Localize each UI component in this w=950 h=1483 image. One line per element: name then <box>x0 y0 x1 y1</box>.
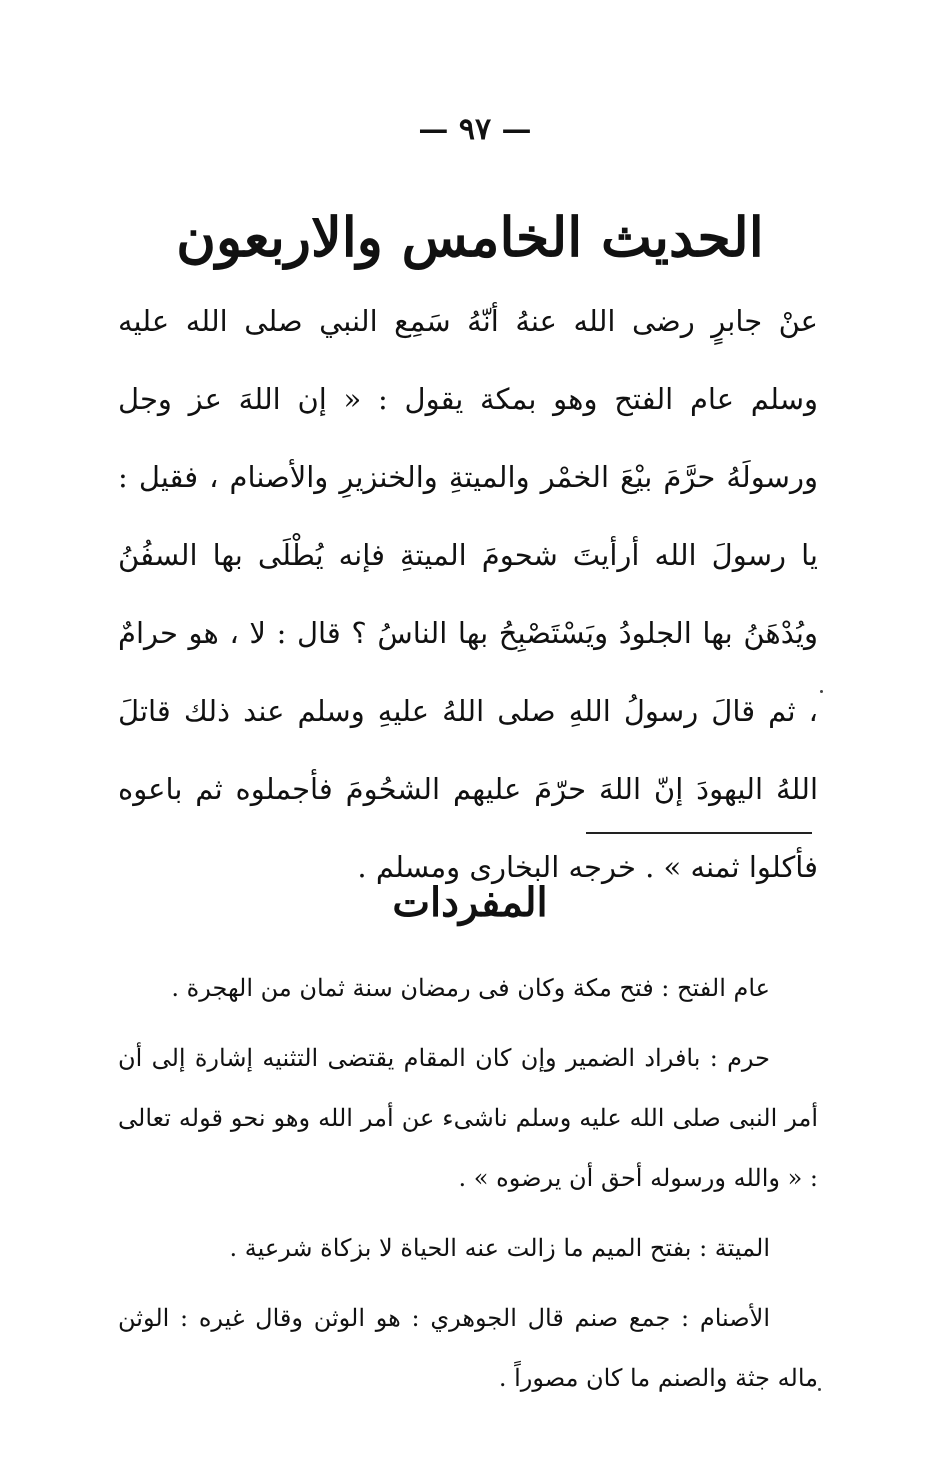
hadith-title: الحديث الخامس والاربعون <box>176 205 764 269</box>
glossary-entry: الأصنام : جمع صنم قال الجوهري : هو الوثن وقال غيره : الوثن ماله جثة والصنم ما كان مصوراً . <box>118 1304 818 1392</box>
scan-speck <box>818 1388 821 1391</box>
vocabulary-glossary <box>118 958 818 1418</box>
glossary-entry: عام الفتح : فتح مكة وكان فى رمضان سنة ثمان من الهجرة . <box>171 974 770 1002</box>
page-number: — ٩٧ — <box>418 112 532 147</box>
scan-speck <box>820 690 823 693</box>
vocabulary-section-title: المفردات <box>392 879 548 926</box>
section-divider <box>586 832 812 834</box>
hadith-body-text: عنْ جابرٍ رضى الله عنهُ أنّهُ سَمِع النبي صلى الله عليه وسلم عام الفتح وهو بمكة يقول : « إن اللهَ عز وجل ورسولَهُ حرَّمَ بيْعَ الخمْر والميتةِ والخنزيرِ والأصنام ، فقيل : يا رسولَ الله أرأيتَ شحومَ الميتةِ فإنه يُطْلَى بها السفُنُ ويُدْهَنُ بها الجلودُ ويَسْتَصْبِحُ بها الناسُ ؟ قال : لا ، هو حرامٌ ، ثم قالَ رسولُ اللهِ صلى اللهُ عليهِ وسلم عند ذلك قاتلَ اللهُ اليهودَ إنّ اللهَ حرّمَ عليهم الشحُومَ فأجملوه ثم باعوه فأكلوا ثمنه » . خرجه البخارى ومسلم . <box>118 304 818 884</box>
glossary-entry: حرم : بافراد الضمير وإن كان المقام يقتضى التثنيه إشارة إلى أن أمر النبى صلى الله عليه وسلم ناشىء عن أمر الله وهو نحو قوله تعالى : « والله ورسوله أحق أن يرضوه » . <box>118 1044 818 1192</box>
glossary-entry: الميتة : بفتح الميم ما زالت عنه الحياة لا بزكاة شرعية . <box>229 1234 770 1262</box>
